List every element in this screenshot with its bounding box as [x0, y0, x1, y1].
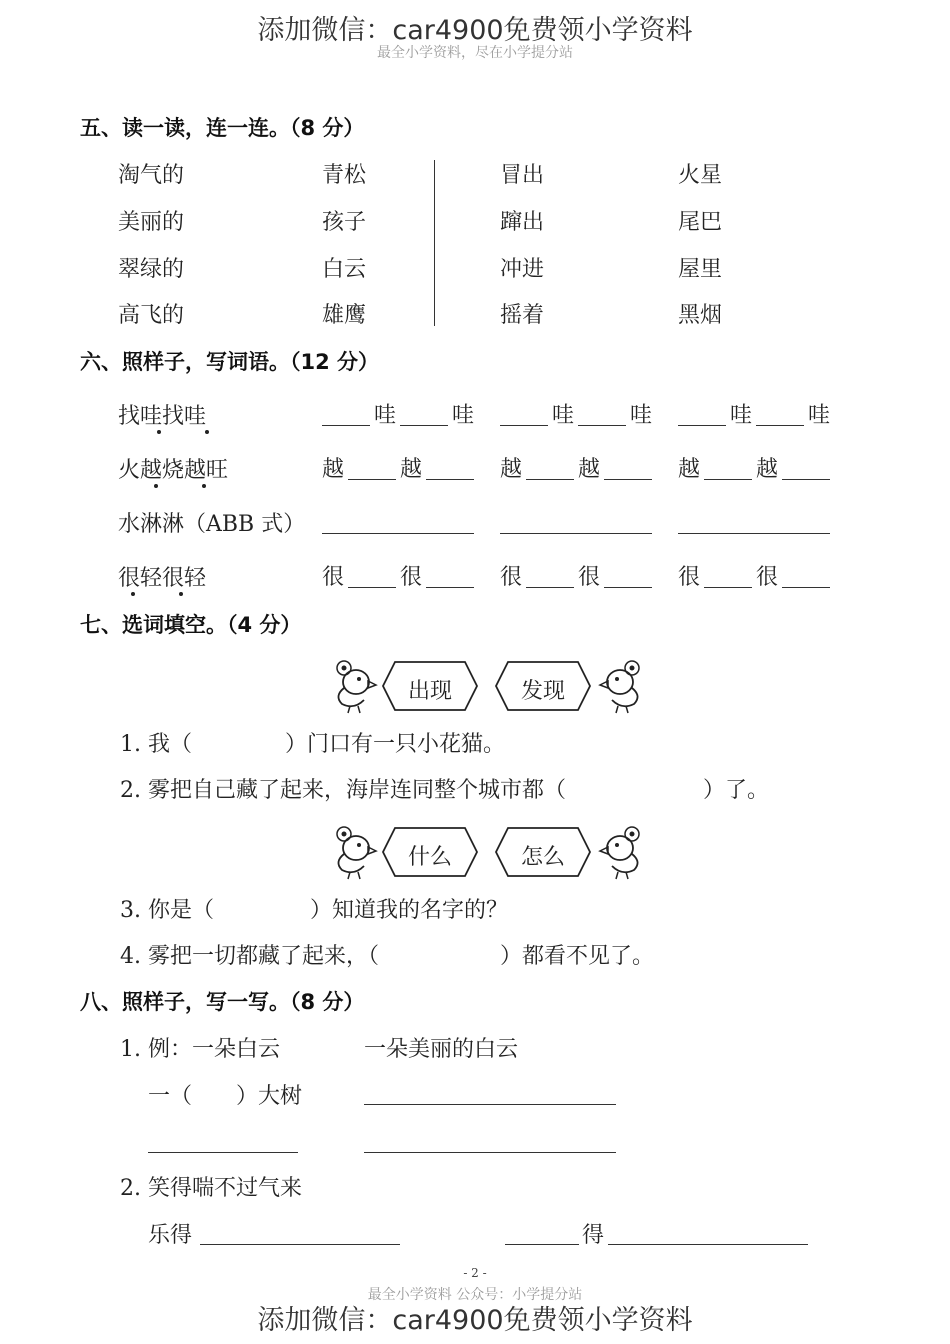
answer-blank[interactable] [400, 425, 448, 426]
s5-col3-item: 蹿出 [500, 210, 545, 235]
emphasis-dot [131, 592, 135, 596]
section-7-title: 七、选词填空。（4 分） [80, 613, 302, 637]
word-choice-label: 发现 [520, 679, 565, 704]
answer-blank[interactable] [782, 479, 830, 480]
answer-blank[interactable] [200, 1244, 400, 1245]
s5-col3-item: 冲进 [500, 257, 545, 282]
answer-blank[interactable] [603, 773, 703, 801]
answer-blank[interactable] [608, 1244, 808, 1245]
s8-question-2-prefix: 乐得 [148, 1223, 193, 1248]
s6-example-1: 找哇找哇 [118, 404, 207, 429]
answer-blank[interactable] [426, 587, 474, 588]
s7-question-2-end: ）了。 [703, 778, 770, 803]
answer-blank[interactable] [364, 1152, 616, 1153]
s6-fixed-char: 越 [756, 457, 779, 482]
s7-question-1-end: ）门口有一只小花猫。 [285, 732, 506, 757]
answer-blank[interactable] [500, 425, 548, 426]
s8-question-2-de: 得 [582, 1223, 605, 1248]
s5-col2-item: 青松 [322, 163, 367, 188]
s6-fixed-char: 越 [678, 457, 701, 482]
chick-mascot-right-icon [596, 822, 646, 884]
answer-blank[interactable] [526, 479, 574, 480]
bottom-faint-watermark: 最全小学资料 公众号：小学提分站 [367, 1287, 583, 1303]
s7-question-3-start: 3. 你是（ [120, 898, 214, 923]
emphasis-dot [179, 592, 183, 596]
s6-fixed-char: 哇 [552, 403, 575, 428]
s7-question-1-start: 1. 我（ [120, 732, 192, 757]
s6-fixed-char: 越 [322, 457, 345, 482]
answer-blank[interactable] [426, 479, 474, 480]
chick-mascot-right-icon [596, 656, 646, 718]
s6-fixed-char: 哇 [730, 403, 753, 428]
s5-col4-item: 火星 [678, 163, 723, 188]
section-6-title: 六、照样子，写词语。（12 分） [80, 350, 380, 374]
s7-question-2-start: 2. 雾把自己藏了起来，海岸连同整个城市都（ [120, 778, 566, 803]
s5-col1-item: 淘气的 [118, 163, 185, 188]
s6-fixed-char: 很 [322, 565, 345, 590]
answer-blank[interactable] [604, 479, 652, 480]
answer-blank[interactable] [500, 533, 652, 534]
emphasis-dot [205, 430, 209, 434]
s6-fixed-char: 哇 [630, 403, 653, 428]
word-choice-label: 怎么 [520, 845, 565, 870]
chick-mascot-left-icon [330, 656, 380, 718]
answer-blank[interactable] [364, 1104, 616, 1105]
answer-blank[interactable] [148, 1152, 298, 1153]
s8-question-1: 一（ ）大树 [148, 1084, 303, 1109]
emphasis-dot [154, 484, 158, 488]
s6-fixed-char: 很 [678, 565, 701, 590]
s5-col2-item: 孩子 [322, 210, 367, 235]
answer-blank[interactable] [185, 727, 285, 755]
s6-fixed-char: 哇 [808, 403, 831, 428]
chick-mascot-left-icon [330, 822, 380, 884]
section-8-title: 八、照样子，写一写。（8 分） [80, 990, 365, 1014]
section-5-title: 五、读一读，连一连。（8 分） [80, 116, 365, 140]
s5-col3-item: 冒出 [500, 163, 545, 188]
s6-fixed-char: 越 [578, 457, 601, 482]
s6-fixed-char: 哇 [452, 403, 475, 428]
answer-blank[interactable] [505, 1244, 579, 1245]
word-choice-faxian[interactable] [494, 660, 592, 712]
s6-fixed-char: 很 [756, 565, 779, 590]
s5-col1-item: 高飞的 [118, 303, 185, 328]
page-number: - 2 - [463, 1266, 487, 1280]
answer-blank[interactable] [526, 587, 574, 588]
s7-question-4-end: ）都看不见了。 [500, 944, 655, 969]
bottom-banner: 添加微信：car4900免费领小学资料 [257, 1305, 693, 1336]
s6-fixed-char: 越 [500, 457, 523, 482]
s8-example-2: 2. 笑得喘不过气来 [120, 1176, 302, 1201]
answer-blank[interactable] [782, 587, 830, 588]
emphasis-dot [157, 430, 161, 434]
s8-example-1-answer: 一朵美丽的白云 [364, 1037, 519, 1062]
answer-blank[interactable] [604, 587, 652, 588]
s5-col3-item: 摇着 [500, 303, 545, 328]
s5-col4-item: 尾巴 [678, 210, 723, 235]
answer-blank[interactable] [400, 939, 500, 967]
answer-blank[interactable] [578, 425, 626, 426]
answer-blank[interactable] [348, 479, 396, 480]
word-choice-chuxian[interactable] [381, 660, 479, 712]
s6-fixed-char: 哇 [374, 403, 397, 428]
s6-example-3: 水淋淋（ABB 式） [118, 512, 306, 537]
word-choice-label: 出现 [407, 679, 452, 704]
top-banner: 添加微信：car4900免费领小学资料 [257, 15, 693, 46]
s7-question-4-start: 4. 雾把一切都藏了起来，（ [120, 944, 379, 969]
answer-blank[interactable] [678, 533, 830, 534]
word-choice-shenme[interactable] [381, 826, 479, 878]
s5-col1-item: 翠绿的 [118, 257, 185, 282]
answer-blank[interactable] [678, 425, 726, 426]
s6-example-2: 火越烧越旺 [118, 458, 229, 483]
answer-blank[interactable] [704, 479, 752, 480]
s6-fixed-char: 越 [400, 457, 423, 482]
answer-blank[interactable] [210, 893, 310, 921]
s6-example-4: 很轻很轻 [118, 566, 207, 591]
s6-fixed-char: 很 [578, 565, 601, 590]
s6-fixed-char: 很 [400, 565, 423, 590]
top-faint-watermark: 最全小学资料，尽在小学提分站 [377, 45, 573, 61]
s5-col4-item: 黑烟 [678, 303, 723, 328]
answer-blank[interactable] [704, 587, 752, 588]
s5-col2-item: 白云 [322, 257, 367, 282]
answer-blank[interactable] [322, 425, 370, 426]
s5-col2-item: 雄鹰 [322, 303, 367, 328]
s7-question-3-end: ）知道我的名字的？ [310, 898, 509, 923]
word-choice-label: 什么 [407, 845, 452, 870]
column-divider [434, 160, 435, 326]
answer-blank[interactable] [756, 425, 804, 426]
s5-col4-item: 屋里 [678, 257, 723, 282]
answer-blank[interactable] [348, 587, 396, 588]
s8-example-1: 1. 例：一朵白云 [120, 1037, 280, 1062]
word-choice-zenme[interactable] [494, 826, 592, 878]
answer-blank[interactable] [322, 533, 474, 534]
emphasis-dot [202, 484, 206, 488]
s6-fixed-char: 很 [500, 565, 523, 590]
s5-col1-item: 美丽的 [118, 210, 185, 235]
